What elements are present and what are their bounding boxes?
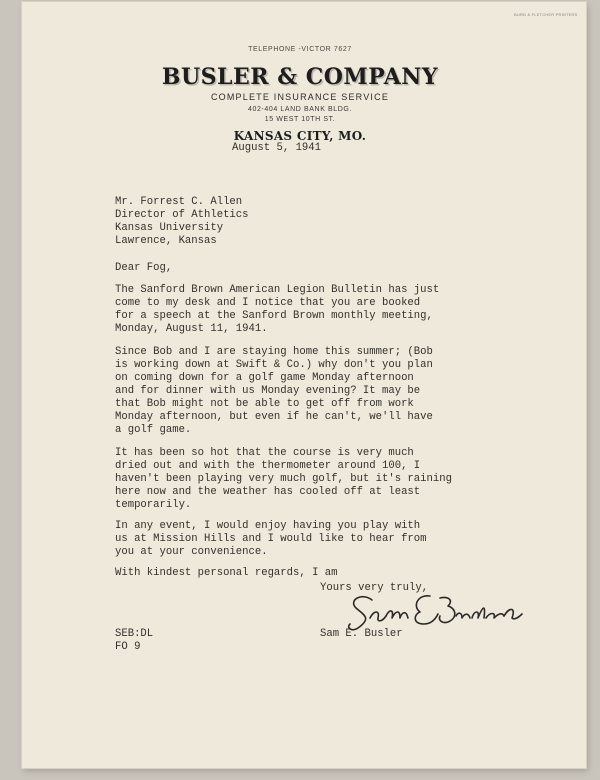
- recipient-line: Lawrence, Kansas: [115, 235, 217, 247]
- paragraph-4-line: us at Mission Hills and I would like to hear from: [115, 533, 427, 545]
- paragraph-1-line: come to my desk and I notice that you are booked: [115, 297, 421, 309]
- paragraph-3-line: here now and the weather has cooled off at least: [115, 486, 421, 498]
- enclosure-note: FO 9: [115, 641, 141, 653]
- paragraph-2-line: and for dinner with us Monday evening? It may be: [115, 385, 421, 397]
- letterhead-company-name: BUSLER & COMPANY: [161, 64, 439, 90]
- letterhead-address-line-2: 15 WEST 10TH ST.: [264, 116, 336, 123]
- letterhead-service: COMPLETE INSURANCE SERVICE: [210, 92, 390, 102]
- signer-name: Sam E. Busler: [320, 628, 403, 640]
- paragraph-2-line: is working down at Swift & Co.) why don't you plan: [115, 359, 433, 371]
- paragraph-1-line: Monday, August 11, 1941.: [115, 323, 268, 335]
- paragraph-2-line: a golf game.: [115, 424, 192, 436]
- paragraph-2-line: Since Bob and I are staying home this summer; (Bob: [115, 346, 433, 358]
- printer-mark: BURD & FLETCHER PRINTERS: [514, 12, 578, 17]
- paragraph-2-line: that Bob might not be able to get off from work: [115, 398, 414, 410]
- paragraph-3-line: haven't been playing very much golf, but it's raining: [115, 473, 452, 485]
- paragraph-2-line: Monday afternoon, but even if he can't, we'll have: [115, 411, 433, 423]
- recipient-line: Director of Athletics: [115, 209, 249, 221]
- letter-date: August 5, 1941: [232, 142, 322, 154]
- salutation: Dear Fog,: [115, 262, 173, 274]
- paragraph-3-line: It has been so hot that the course is very much: [115, 447, 414, 459]
- paragraph-1-line: for a speech at the Sanford Brown monthly meeting,: [115, 310, 433, 322]
- recipient-line: Kansas University: [115, 222, 224, 234]
- recipient-line: Mr. Forrest C. Allen: [115, 196, 243, 208]
- typist-initials: SEB:DL: [115, 628, 154, 640]
- paragraph-1-line: The Sanford Brown American Legion Bulletin has just: [115, 284, 440, 296]
- letterhead-telephone: TELEPHONE -VICTOR 7627: [248, 46, 352, 53]
- paragraph-3-line: dried out and with the thermometer around 100, I: [115, 460, 421, 472]
- letterhead-address-line-1: 402-404 LAND BANK BLDG.: [247, 106, 353, 113]
- complimentary-close: Yours very truly,: [320, 582, 429, 594]
- paragraph-2-line: on coming down for a golf game Monday afternoon: [115, 372, 414, 384]
- paragraph-4-line: you at your convenience.: [115, 546, 268, 558]
- paragraph-5-line: With kindest personal regards, I am: [115, 567, 338, 579]
- paragraph-4-line: In any event, I would enjoy having you play with: [115, 520, 421, 532]
- paragraph-3-line: temporarily.: [115, 499, 192, 511]
- letterhead-city: KANSAS CITY, MO.: [233, 129, 367, 143]
